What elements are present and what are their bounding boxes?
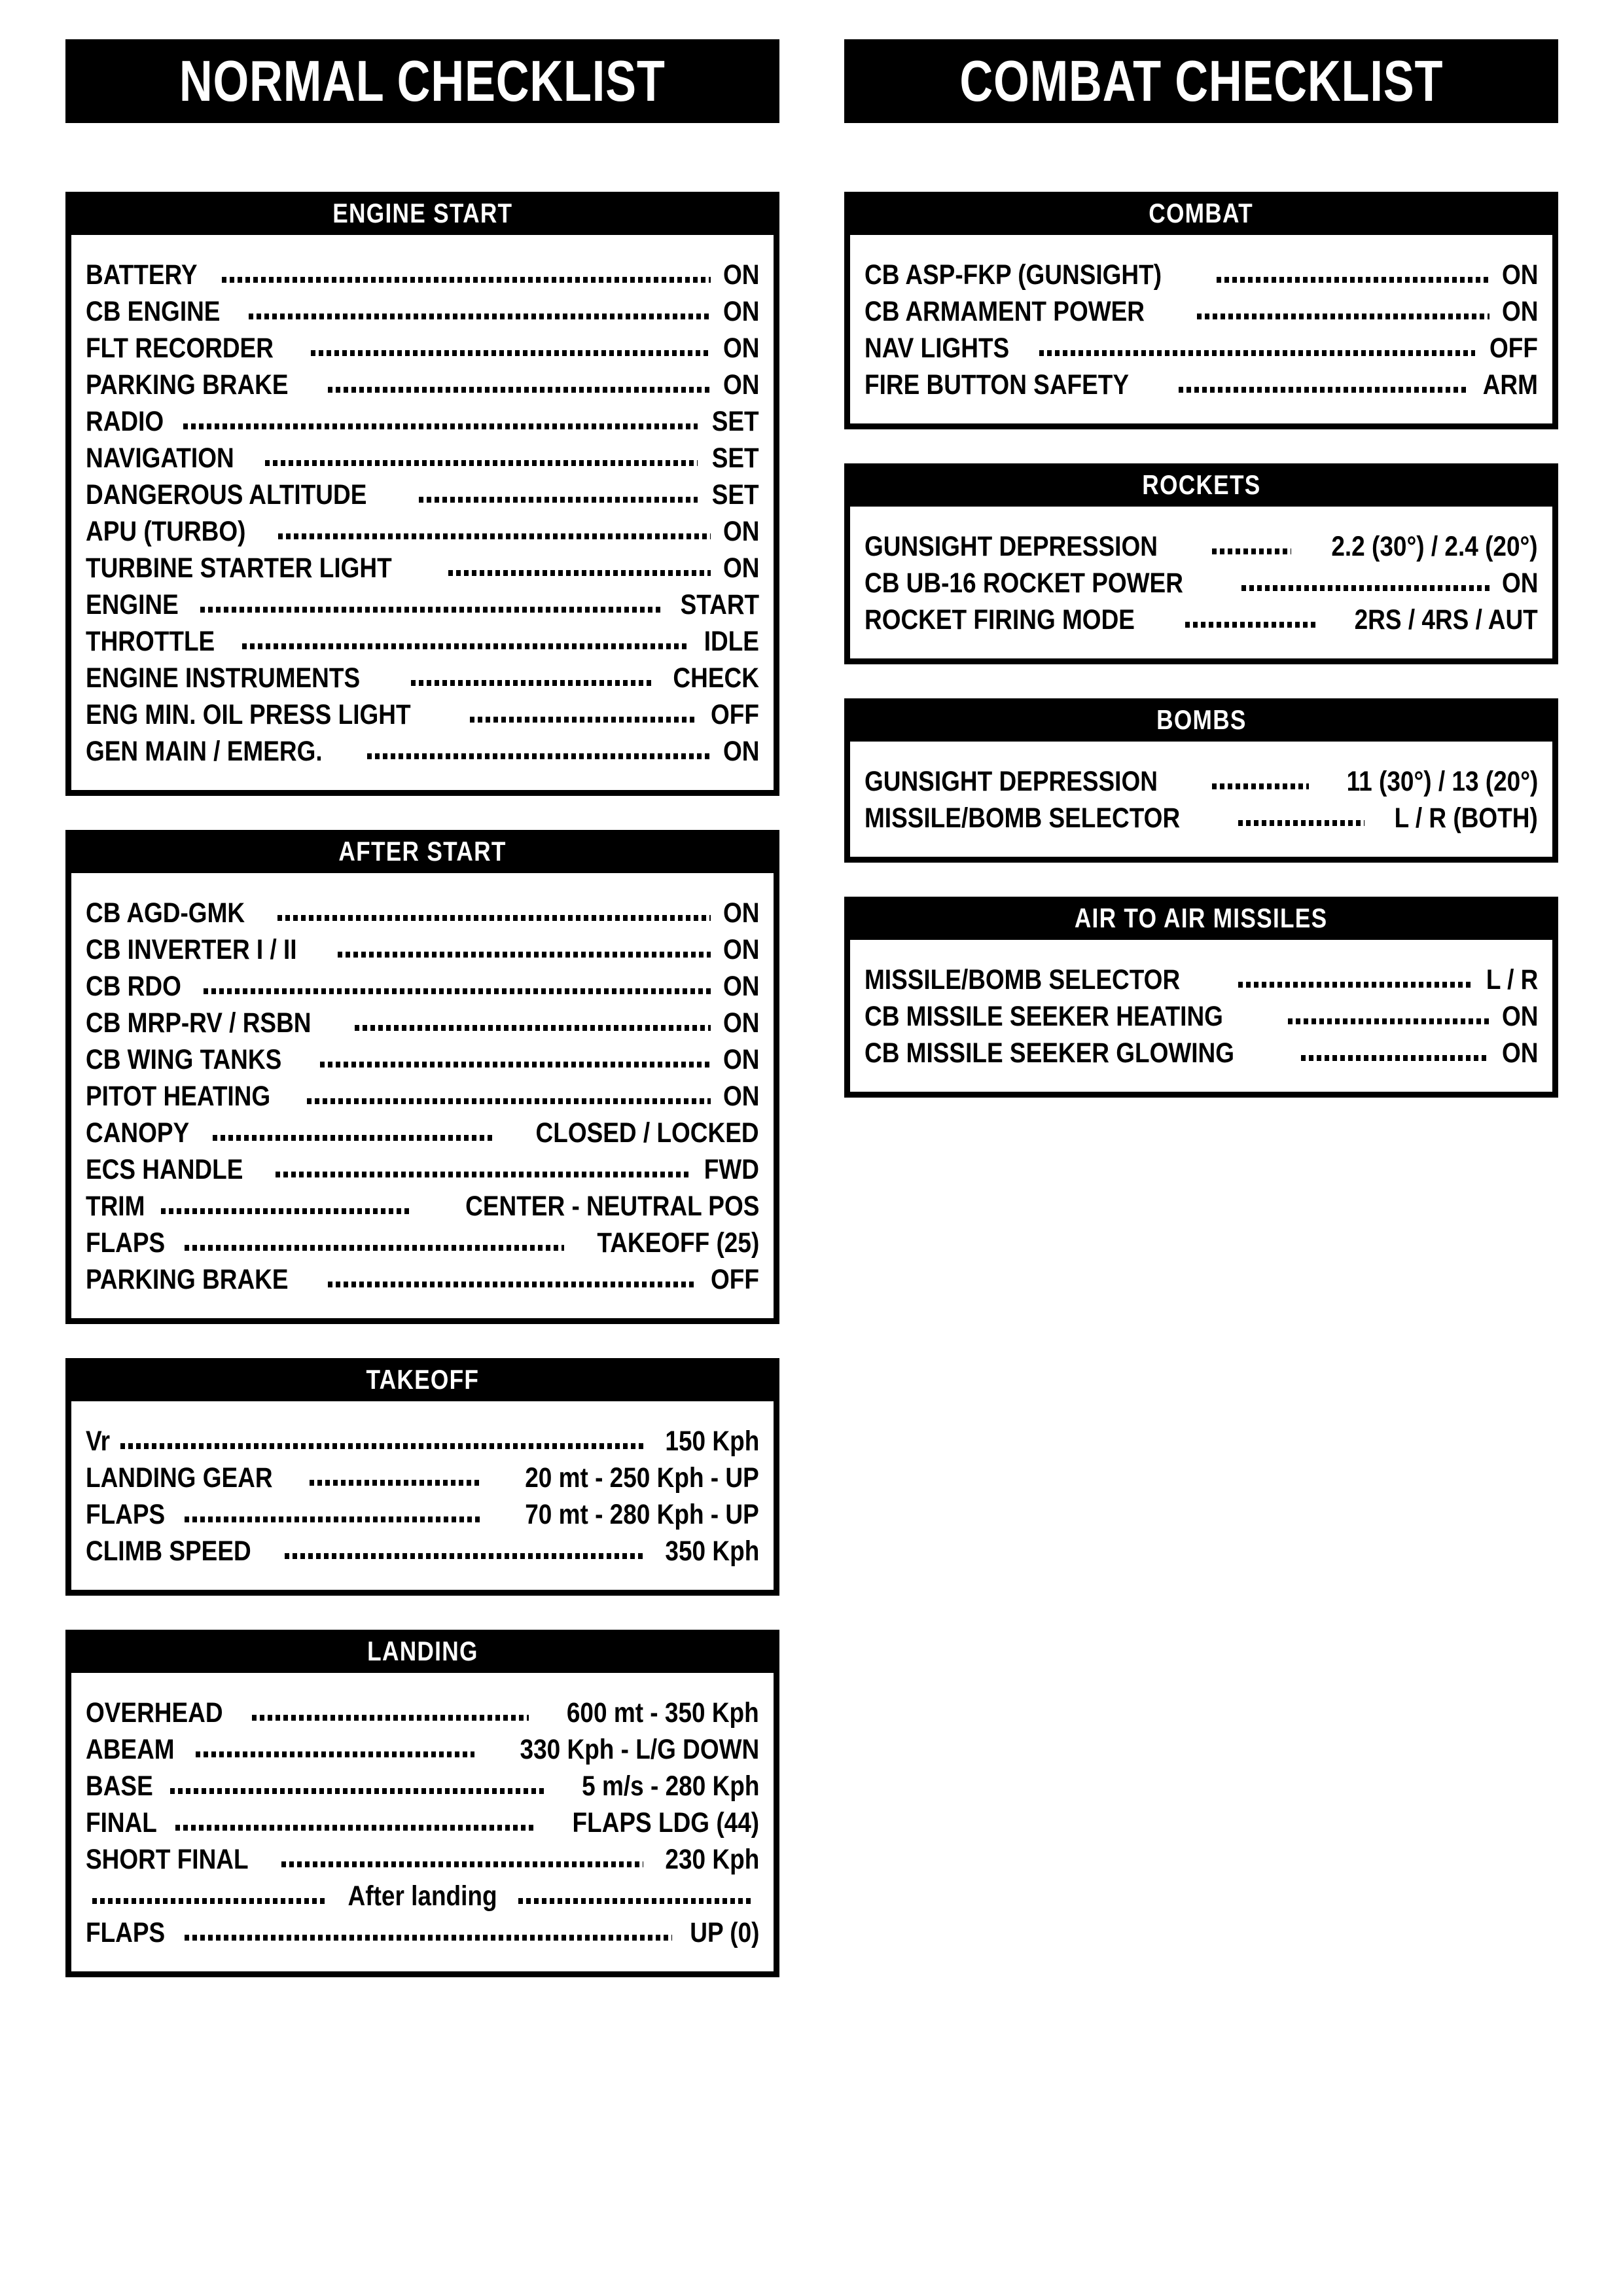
section-title: ROCKETS: [1141, 469, 1261, 500]
section-header: [65, 192, 779, 235]
checklist-item[interactable]: [86, 1768, 759, 1805]
checklist-item[interactable]: [86, 1915, 759, 1952]
section-title: LANDING: [366, 1636, 478, 1666]
checklist-item-value: CHECK: [673, 662, 759, 694]
dot-leader-icon: [185, 1516, 480, 1522]
dot-leader-icon: [204, 988, 711, 994]
section-header: [844, 463, 1558, 507]
dot-leader-icon: [161, 1208, 411, 1214]
section-body: [65, 1401, 779, 1596]
checklist-item[interactable]: [86, 514, 759, 550]
dot-leader-icon: [213, 1134, 493, 1141]
checklist-item[interactable]: [86, 404, 759, 440]
checklist-item-value: ON: [722, 369, 759, 401]
checklist-item-value: ON: [1501, 567, 1538, 599]
checklist-item-label: DANGEROUS ALTITUDE: [86, 479, 367, 511]
checklist-item-value: CENTER - NEUTRAL POS: [465, 1191, 759, 1222]
checklist-item-value: 330 Kph - L/G DOWN: [520, 1734, 759, 1765]
checklist-item-label: ENG MIN. OIL PRESS LIGHT: [86, 699, 411, 730]
checklist-item[interactable]: [86, 624, 759, 660]
checklist-item-label: PARKING BRAKE: [86, 369, 289, 401]
dot-leader-icon: [1288, 1018, 1489, 1024]
checklist-item-value: ON: [722, 259, 759, 291]
checklist-item-label: TRIM: [86, 1191, 145, 1222]
dot-leader-icon: [328, 386, 711, 393]
dot-leader-icon: [242, 643, 688, 649]
dot-leader-icon: [196, 1751, 474, 1757]
dot-leader-icon: [1238, 981, 1471, 988]
dot-leader-icon: [281, 1861, 643, 1867]
checklist-column: [65, 39, 779, 1977]
checklist-item-value: ON: [722, 332, 759, 364]
section-title: AFTER START: [338, 836, 507, 867]
checklist-item-value: ON: [1501, 259, 1538, 291]
checklist-item-label: BASE: [86, 1770, 153, 1802]
checklist-item-label: ECS HANDLE: [86, 1154, 243, 1185]
dot-leader-icon: [175, 1824, 535, 1831]
section-body: [844, 507, 1558, 664]
checklist-item-value: L / R: [1486, 964, 1538, 996]
section-header: [65, 1630, 779, 1673]
checklist-item-label: MISSILE/BOMB SELECTOR: [865, 802, 1181, 834]
dot-leader-icon: [277, 914, 711, 921]
checklist-title: COMBAT CHECKLIST: [959, 48, 1443, 113]
checklist-item-label: GUNSIGHT DEPRESSION: [865, 766, 1158, 797]
checklist-item[interactable]: [86, 969, 759, 1005]
checklist-item[interactable]: [865, 962, 1538, 999]
checklist-item-value: CLOSED / LOCKED: [535, 1117, 759, 1149]
dot-leader-icon: [252, 1714, 529, 1721]
checklist-item-label: CB WING TANKS: [86, 1044, 282, 1075]
checklist-item-value: 150 Kph: [665, 1426, 759, 1457]
section-body: [65, 1673, 779, 1977]
dot-leader-icon: [1212, 548, 1292, 554]
dot-leader-icon: [1238, 819, 1365, 826]
dot-leader-icon: [183, 423, 698, 429]
checklist-item-label: APU (TURBO): [86, 516, 246, 547]
checklist-item-value: SET: [712, 406, 759, 437]
checklist-item[interactable]: [865, 1035, 1538, 1072]
checklist-item-value: ON: [722, 1081, 759, 1112]
checklist-item[interactable]: [865, 764, 1538, 800]
section-body: [65, 873, 779, 1324]
checklist-item-value: ON: [722, 516, 759, 547]
checklist-item-value: OFF: [711, 699, 759, 730]
checklist-item[interactable]: [86, 1005, 759, 1042]
checklist-section: [844, 463, 1558, 664]
checklist-section: [65, 1358, 779, 1596]
checklist-item-label: FIRE BUTTON SAFETY: [865, 369, 1130, 401]
checklist-item[interactable]: [865, 529, 1538, 565]
checklist-item-value: START: [680, 589, 759, 620]
checklist-item-label: ROCKET FIRING MODE: [865, 604, 1135, 636]
checklist-item-value: 2RS / 4RS / AUT: [1354, 604, 1538, 636]
dot-leader-icon: [222, 276, 710, 283]
checklist-item-label: FLAPS: [86, 1227, 166, 1259]
checklist-item[interactable]: [865, 257, 1538, 294]
checklist-item[interactable]: [86, 1262, 759, 1299]
checklist-column: [844, 39, 1558, 1098]
checklist-section: [65, 192, 779, 796]
section-title: BOMBS: [1156, 704, 1247, 735]
checklist-item-label: TURBINE STARTER LIGHT: [86, 552, 392, 584]
dot-leader-icon: [120, 1443, 643, 1449]
checklist-item-label: ENGINE: [86, 589, 179, 620]
checklist-item-value: ON: [722, 1007, 759, 1039]
dot-leader-icon: [265, 459, 698, 466]
checklist-item-label: ABEAM: [86, 1734, 175, 1765]
checklist-item-label: SHORT FINAL: [86, 1844, 249, 1875]
section-title: COMBAT: [1149, 198, 1254, 228]
checklist-item-label: PARKING BRAKE: [86, 1264, 289, 1295]
checklist-item-label: CB AGD-GMK: [86, 897, 245, 929]
checklist-item[interactable]: [86, 1497, 759, 1534]
dot-leader-icon: [1179, 386, 1467, 393]
dot-leader-icon: [1197, 313, 1489, 319]
checklist-item-value: ON: [1501, 296, 1538, 327]
dot-leader-icon: [310, 1479, 480, 1486]
checklist-section: [844, 897, 1558, 1098]
checklist-item-label: FLT RECORDER: [86, 332, 274, 364]
dot-leader-icon: [170, 1787, 546, 1794]
dot-leader-icon: [448, 569, 711, 576]
checklist-item[interactable]: [86, 587, 759, 624]
checklist-item[interactable]: [865, 367, 1538, 404]
checklist-item-label: MISSILE/BOMB SELECTOR: [865, 964, 1181, 996]
checklist-item[interactable]: [86, 1189, 759, 1225]
checklist-item[interactable]: [86, 1079, 759, 1115]
checklist-item[interactable]: [86, 1424, 759, 1460]
dot-leader-icon: [355, 1024, 711, 1031]
checklist-item[interactable]: [86, 367, 759, 404]
checklist-item[interactable]: [86, 1805, 759, 1842]
checklist-item-label: FINAL: [86, 1807, 157, 1839]
checklist-item-label: CB MISSILE SEEKER GLOWING: [865, 1037, 1235, 1069]
checklist-item[interactable]: [86, 477, 759, 514]
section-header: [844, 897, 1558, 940]
checklist-item-value: OFF: [711, 1264, 759, 1295]
checklist-item[interactable]: [86, 1152, 759, 1189]
checklist-item-value: ON: [1501, 1001, 1538, 1032]
checklist-item[interactable]: [86, 550, 759, 587]
checklist-item[interactable]: [86, 1042, 759, 1079]
checklist-item-label: OVERHEAD: [86, 1697, 223, 1729]
checklist-item[interactable]: [865, 999, 1538, 1035]
checklist-item-label: CLIMB SPEED: [86, 1535, 251, 1567]
section-header: [65, 830, 779, 873]
checklist-item-value: ON: [722, 934, 759, 965]
checklist-item-value: SET: [712, 442, 759, 474]
dot-leader-icon: [307, 1098, 710, 1104]
checklist-divider[interactable]: [86, 1878, 759, 1915]
section-title: ENGINE START: [332, 198, 513, 228]
checklist-item-label: GUNSIGHT DEPRESSION: [865, 531, 1158, 562]
dot-leader-icon: [411, 679, 652, 686]
checklist-item-value: UP (0): [689, 1917, 759, 1948]
dot-leader-icon: [185, 1934, 672, 1941]
checklist-section: [65, 1630, 779, 1977]
dot-leader-icon: [518, 1897, 753, 1904]
checklist-item-label: CB ASP-FKP (GUNSIGHT): [865, 259, 1162, 291]
checklist-item[interactable]: [86, 1460, 759, 1497]
checklist-item[interactable]: [865, 565, 1538, 602]
checklist-section: [844, 192, 1558, 429]
checklist-section: [65, 830, 779, 1324]
checklist-item-value: IDLE: [704, 626, 759, 657]
checklist-item-label: CB ENGINE: [86, 296, 221, 327]
checklist-item-value: ON: [722, 552, 759, 584]
dot-leader-icon: [470, 716, 696, 723]
dot-leader-icon: [1039, 350, 1475, 356]
checklist-item-label: PITOT HEATING: [86, 1081, 271, 1112]
checklist-title-banner: [65, 39, 779, 123]
checklist-item-value: FWD: [704, 1154, 759, 1185]
checklist-item-value: 70 mt - 280 Kph - UP: [525, 1499, 759, 1530]
checklist-item[interactable]: [86, 257, 759, 294]
checklist-item-value: 2.2 (30°) / 2.4 (20°): [1331, 531, 1538, 562]
checklist-item[interactable]: [86, 440, 759, 477]
checklist-item[interactable]: [86, 1534, 759, 1570]
checklist-item[interactable]: [865, 331, 1538, 367]
checklist-item-value: L / R (BOTH): [1394, 802, 1538, 834]
checklist-item-value: ON: [722, 971, 759, 1002]
checklist-item-value: TAKEOFF (25): [597, 1227, 759, 1259]
checklist-item-value: 350 Kph: [665, 1535, 759, 1567]
checklist-item-label: FLAPS: [86, 1917, 166, 1948]
dot-leader-icon: [1212, 783, 1309, 789]
checklist-item-label: CB RDO: [86, 971, 181, 1002]
checklist-item[interactable]: [86, 697, 759, 734]
checklist-item-value: ON: [722, 897, 759, 929]
dot-leader-icon: [1241, 584, 1489, 591]
dot-leader-icon: [249, 313, 711, 319]
dot-leader-icon: [1217, 276, 1489, 283]
checklist-item-label: CB MRP-RV / RSBN: [86, 1007, 312, 1039]
checklist-item-value: 600 mt - 350 Kph: [567, 1697, 759, 1729]
checklist-item[interactable]: [86, 734, 759, 770]
checklist-item-value: 20 mt - 250 Kph - UP: [525, 1462, 759, 1494]
section-body: [65, 235, 779, 796]
dot-leader-icon: [320, 1061, 711, 1067]
checklist-item-value: 5 m/s - 280 Kph: [581, 1770, 759, 1802]
checklist-item[interactable]: [86, 1225, 759, 1262]
checklist-item-value: OFF: [1489, 332, 1538, 364]
checklist-item[interactable]: [86, 1842, 759, 1878]
checklist-item-value: 230 Kph: [665, 1844, 759, 1875]
checklist-item[interactable]: [86, 660, 759, 697]
dot-leader-icon: [328, 1281, 696, 1287]
section-header: [65, 1358, 779, 1401]
checklist-item-value: SET: [712, 479, 759, 511]
checklist-item-label: CB ARMAMENT POWER: [865, 296, 1145, 327]
checklist-divider-label: After landing: [348, 1880, 497, 1912]
checklist-item-value: FLAPS LDG (44): [572, 1807, 759, 1839]
checklist-item-label: ENGINE INSTRUMENTS: [86, 662, 361, 694]
checklist-section: [844, 698, 1558, 863]
checklist-item-label: CANOPY: [86, 1117, 190, 1149]
section-header: [844, 192, 1558, 235]
dot-leader-icon: [1301, 1054, 1489, 1061]
dot-leader-icon: [200, 606, 661, 613]
checklist-item-label: LANDING GEAR: [86, 1462, 273, 1494]
checklist-item[interactable]: [865, 294, 1538, 331]
dot-leader-icon: [278, 533, 710, 539]
dot-leader-icon: [367, 753, 710, 759]
checklist-item-label: THROTTLE: [86, 626, 215, 657]
checklist-item[interactable]: [86, 1115, 759, 1152]
checklist-item-label: CB MISSILE SEEKER HEATING: [865, 1001, 1223, 1032]
dot-leader-icon: [276, 1171, 689, 1177]
section-body: [844, 742, 1558, 863]
dot-leader-icon: [285, 1552, 643, 1559]
checklist-item[interactable]: [865, 602, 1538, 639]
checklist-item-label: CB INVERTER I / II: [86, 934, 297, 965]
checklist-item[interactable]: [86, 1695, 759, 1732]
checklist-item[interactable]: [86, 895, 759, 932]
checklist-item[interactable]: [86, 331, 759, 367]
section-body: [844, 940, 1558, 1098]
section-header: [844, 698, 1558, 742]
section-title: TAKEOFF: [366, 1364, 479, 1395]
checklist-item-label: CB UB-16 ROCKET POWER: [865, 567, 1183, 599]
checklist-item-label: NAVIGATION: [86, 442, 234, 474]
dot-leader-icon: [419, 496, 698, 503]
checklist-item[interactable]: [865, 800, 1538, 837]
checklist-title-banner: [844, 39, 1558, 123]
checklist-item-label: GEN MAIN / EMERG.: [86, 736, 323, 767]
checklist-item-label: Vr: [86, 1426, 111, 1457]
checklist-item-value: ON: [1501, 1037, 1538, 1069]
checklist-item-label: BATTERY: [86, 259, 198, 291]
checklist-item-value: ON: [722, 736, 759, 767]
checklist-item-value: ON: [722, 1044, 759, 1075]
checklist-item-value: 11 (30°) / 13 (20°): [1346, 766, 1538, 797]
section-title: AIR TO AIR MISSILES: [1075, 903, 1328, 933]
checklist-item[interactable]: [86, 294, 759, 331]
dot-leader-icon: [311, 350, 711, 356]
checklist-item[interactable]: [86, 932, 759, 969]
checklist-title: NORMAL CHECKLIST: [179, 48, 666, 113]
checklist-item-label: RADIO: [86, 406, 164, 437]
checklist-item-value: ON: [722, 296, 759, 327]
dot-leader-icon: [1185, 621, 1318, 628]
section-body: [844, 235, 1558, 429]
checklist-item-value: ARM: [1482, 369, 1538, 401]
dot-leader-icon: [338, 951, 710, 958]
checklist-item-label: NAV LIGHTS: [865, 332, 1010, 364]
checklist-item-label: FLAPS: [86, 1499, 166, 1530]
dot-leader-icon: [185, 1244, 564, 1251]
dot-leader-icon: [92, 1897, 327, 1904]
checklist-item[interactable]: [86, 1732, 759, 1768]
